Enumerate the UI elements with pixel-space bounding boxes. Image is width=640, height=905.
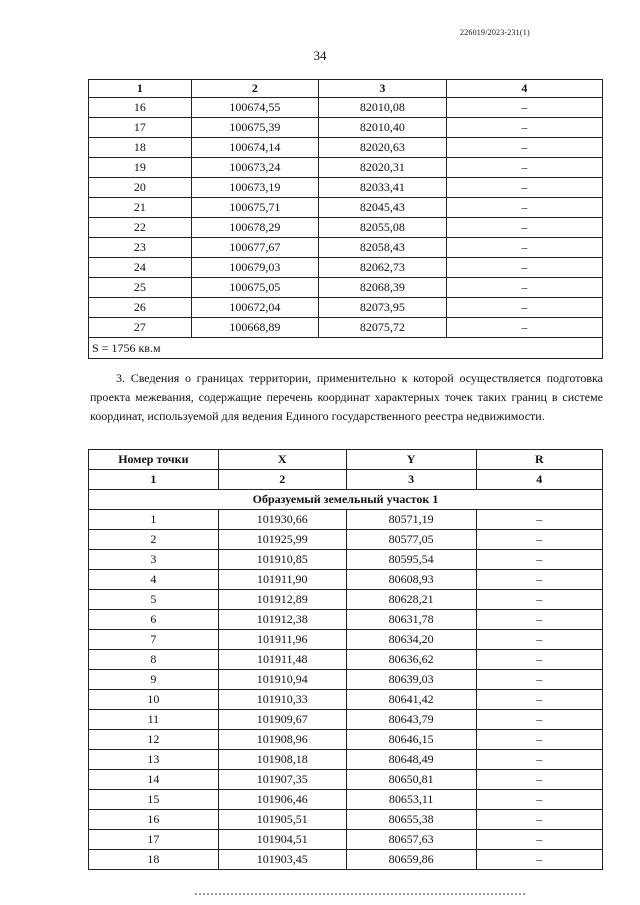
table-cell: 20 bbox=[89, 178, 192, 198]
table-cell: 100675,05 bbox=[191, 278, 318, 298]
table-row bbox=[89, 810, 603, 830]
table-cell: 9 bbox=[89, 670, 219, 690]
table-row bbox=[89, 510, 603, 530]
area-value: S = 1756 кв.м bbox=[89, 338, 603, 359]
table-row bbox=[89, 318, 603, 338]
table-cell: 12 bbox=[89, 730, 219, 750]
table-row bbox=[89, 550, 603, 570]
table-cell: 101908,96 bbox=[218, 730, 346, 750]
table-row bbox=[89, 650, 603, 670]
column-header-point-number: Номер точки bbox=[89, 450, 219, 470]
table-row bbox=[89, 730, 603, 750]
table-cell: 101911,48 bbox=[218, 650, 346, 670]
table-row bbox=[89, 278, 603, 298]
table-cell: 23 bbox=[89, 238, 192, 258]
table-cell: 101903,45 bbox=[218, 850, 346, 870]
table-cell: 25 bbox=[89, 278, 192, 298]
table-cell: – bbox=[476, 770, 602, 790]
table-cell: 82020,63 bbox=[318, 138, 446, 158]
table-cell: 26 bbox=[89, 298, 192, 318]
table-cell: 80648,49 bbox=[346, 750, 476, 770]
table-cell: – bbox=[476, 630, 602, 650]
column-header-x: X bbox=[218, 450, 346, 470]
column-index: 2 bbox=[218, 470, 346, 490]
column-index-row bbox=[89, 470, 603, 490]
table-row bbox=[89, 670, 603, 690]
column-header: 4 bbox=[446, 80, 602, 98]
table-cell: – bbox=[446, 318, 602, 338]
table-cell: 82068,39 bbox=[318, 278, 446, 298]
table-row bbox=[89, 198, 603, 218]
table-cell: 101912,89 bbox=[218, 590, 346, 610]
table-cell: 100678,29 bbox=[191, 218, 318, 238]
table-cell: 82010,08 bbox=[318, 98, 446, 118]
page-number: 34 bbox=[313, 48, 327, 63]
table-cell: – bbox=[446, 158, 602, 178]
table-cell: 13 bbox=[89, 750, 219, 770]
table-cell: – bbox=[446, 138, 602, 158]
table-cell: 82073,95 bbox=[318, 298, 446, 318]
table-row bbox=[89, 690, 603, 710]
table-cell: 17 bbox=[89, 118, 192, 138]
table-cell: 1 bbox=[89, 510, 219, 530]
table-cell: – bbox=[446, 178, 602, 198]
table-body bbox=[89, 470, 603, 870]
table-cell: – bbox=[476, 690, 602, 710]
table-cell: 80659,86 bbox=[346, 850, 476, 870]
table-cell: 100674,14 bbox=[191, 138, 318, 158]
coordinates-table-continued bbox=[88, 79, 603, 359]
table-row bbox=[89, 750, 603, 770]
table-row bbox=[89, 158, 603, 178]
table-row bbox=[89, 710, 603, 730]
table-cell: 82062,73 bbox=[318, 258, 446, 278]
table-cell: 14 bbox=[89, 770, 219, 790]
table-cell: 82045,43 bbox=[318, 198, 446, 218]
column-index: 1 bbox=[89, 470, 219, 490]
table-cell: 80636,62 bbox=[346, 650, 476, 670]
table-cell: – bbox=[476, 610, 602, 630]
column-header-r: R bbox=[476, 450, 602, 470]
table-row bbox=[89, 238, 603, 258]
table-cell: 15 bbox=[89, 790, 219, 810]
column-header: 3 bbox=[318, 80, 446, 98]
table-cell: 101909,67 bbox=[218, 710, 346, 730]
table-cell: 80608,93 bbox=[346, 570, 476, 590]
table-cell: 101930,66 bbox=[218, 510, 346, 530]
table-cell: 7 bbox=[89, 630, 219, 650]
table-cell: 101907,35 bbox=[218, 770, 346, 790]
table-cell: 10 bbox=[89, 690, 219, 710]
table-cell: 3 bbox=[89, 550, 219, 570]
table-cell: 4 bbox=[89, 570, 219, 590]
table-cell: – bbox=[476, 730, 602, 750]
table-row bbox=[89, 298, 603, 318]
table-cell: 101904,51 bbox=[218, 830, 346, 850]
table-cell: 16 bbox=[89, 810, 219, 830]
table-cell: 101911,96 bbox=[218, 630, 346, 650]
table-cell: – bbox=[476, 750, 602, 770]
table-row bbox=[89, 610, 603, 630]
table-cell: 80643,79 bbox=[346, 710, 476, 730]
table-cell: – bbox=[476, 830, 602, 850]
table-cell: 100674,55 bbox=[191, 98, 318, 118]
table-cell: 82055,08 bbox=[318, 218, 446, 238]
table-cell: – bbox=[476, 810, 602, 830]
table-cell: 101911,90 bbox=[218, 570, 346, 590]
table-cell: 21 bbox=[89, 198, 192, 218]
table-cell: – bbox=[476, 670, 602, 690]
section-paragraph: 3. Сведения о границах территории, применительно к которой осуществляется подготовка проекта межевания, содержащие перечень координат характерных точек таких границ в системе координат, используемой для ведения Единого государственного реестра недвижимости. bbox=[90, 371, 603, 423]
table-cell: 101910,33 bbox=[218, 690, 346, 710]
table-cell: 101910,94 bbox=[218, 670, 346, 690]
table-cell: 80641,42 bbox=[346, 690, 476, 710]
table-cell: – bbox=[476, 590, 602, 610]
table-cell: – bbox=[446, 258, 602, 278]
table-cell: 80650,81 bbox=[346, 770, 476, 790]
table-cell: – bbox=[476, 650, 602, 670]
table-cell: 82033,41 bbox=[318, 178, 446, 198]
table-cell: 100668,89 bbox=[191, 318, 318, 338]
table-row bbox=[89, 138, 603, 158]
table-cell: – bbox=[476, 790, 602, 810]
table-row bbox=[89, 178, 603, 198]
column-header: 2 bbox=[191, 80, 318, 98]
table-header-row bbox=[89, 80, 603, 98]
table-cell: 82010,40 bbox=[318, 118, 446, 138]
table-row bbox=[89, 530, 603, 550]
table-cell: 80631,78 bbox=[346, 610, 476, 630]
table-row bbox=[89, 98, 603, 118]
table-cell: 6 bbox=[89, 610, 219, 630]
table-header-row bbox=[89, 450, 603, 470]
table-cell: 100673,24 bbox=[191, 158, 318, 178]
table-cell: – bbox=[446, 238, 602, 258]
table-row bbox=[89, 850, 603, 870]
column-header-y: Y bbox=[346, 450, 476, 470]
table-cell: 8 bbox=[89, 650, 219, 670]
table-cell: 80646,15 bbox=[346, 730, 476, 750]
table-cell: 80655,38 bbox=[346, 810, 476, 830]
table-cell: 82020,31 bbox=[318, 158, 446, 178]
table-cell: 101905,51 bbox=[218, 810, 346, 830]
table-cell: 101910,85 bbox=[218, 550, 346, 570]
table-row bbox=[89, 630, 603, 650]
table-cell: – bbox=[476, 550, 602, 570]
table-cell: 100672,04 bbox=[191, 298, 318, 318]
table-cell: 5 bbox=[89, 590, 219, 610]
table-cell: – bbox=[476, 710, 602, 730]
table-cell: 100677,67 bbox=[191, 238, 318, 258]
table-cell: 18 bbox=[89, 850, 219, 870]
section-title-row bbox=[89, 490, 603, 510]
table-cell: 80657,63 bbox=[346, 830, 476, 850]
table-cell: 82058,43 bbox=[318, 238, 446, 258]
table-cell: – bbox=[476, 530, 602, 550]
section-title: Образуемый земельный участок 1 bbox=[89, 490, 603, 510]
table-row bbox=[89, 830, 603, 850]
table-cell: 11 bbox=[89, 710, 219, 730]
table-cell: 82075,72 bbox=[318, 318, 446, 338]
table-row bbox=[89, 218, 603, 238]
table-row bbox=[89, 118, 603, 138]
footer-scan-marks bbox=[195, 893, 525, 901]
table-row bbox=[89, 258, 603, 278]
table-cell: – bbox=[446, 198, 602, 218]
table-row bbox=[89, 570, 603, 590]
table-cell: 101906,46 bbox=[218, 790, 346, 810]
table-row bbox=[89, 790, 603, 810]
document-number: 226019/2023-231(1) bbox=[460, 28, 530, 37]
table-cell: – bbox=[476, 850, 602, 870]
table-body bbox=[89, 98, 603, 338]
table-cell: 80634,20 bbox=[346, 630, 476, 650]
table-cell: 101925,99 bbox=[218, 530, 346, 550]
table-cell: 17 bbox=[89, 830, 219, 850]
table-cell: – bbox=[446, 98, 602, 118]
table-cell: – bbox=[446, 118, 602, 138]
table-cell: 101912,38 bbox=[218, 610, 346, 630]
table-cell: 2 bbox=[89, 530, 219, 550]
table-cell: 80628,21 bbox=[346, 590, 476, 610]
table-cell: 22 bbox=[89, 218, 192, 238]
area-row bbox=[89, 338, 603, 359]
table-cell: 100675,71 bbox=[191, 198, 318, 218]
table-cell: 80577,05 bbox=[346, 530, 476, 550]
boundary-coordinates-table bbox=[88, 449, 603, 870]
column-index: 4 bbox=[476, 470, 602, 490]
table-cell: 80653,11 bbox=[346, 790, 476, 810]
table-cell: 100675,39 bbox=[191, 118, 318, 138]
table-cell: – bbox=[446, 278, 602, 298]
table-cell: 80595,54 bbox=[346, 550, 476, 570]
table-cell: 80639,03 bbox=[346, 670, 476, 690]
table-row bbox=[89, 590, 603, 610]
table-cell: 100679,03 bbox=[191, 258, 318, 278]
table-cell: 18 bbox=[89, 138, 192, 158]
column-header: 1 bbox=[89, 80, 192, 98]
table-cell: 101908,18 bbox=[218, 750, 346, 770]
table-cell: 19 bbox=[89, 158, 192, 178]
table-cell: – bbox=[476, 570, 602, 590]
table-cell: – bbox=[476, 510, 602, 530]
table-row bbox=[89, 770, 603, 790]
table-cell: 16 bbox=[89, 98, 192, 118]
table-cell: 27 bbox=[89, 318, 192, 338]
table-cell: – bbox=[446, 218, 602, 238]
table-cell: 100673,19 bbox=[191, 178, 318, 198]
table-cell: – bbox=[446, 298, 602, 318]
table-cell: 24 bbox=[89, 258, 192, 278]
column-index: 3 bbox=[346, 470, 476, 490]
table-cell: 80571,19 bbox=[346, 510, 476, 530]
